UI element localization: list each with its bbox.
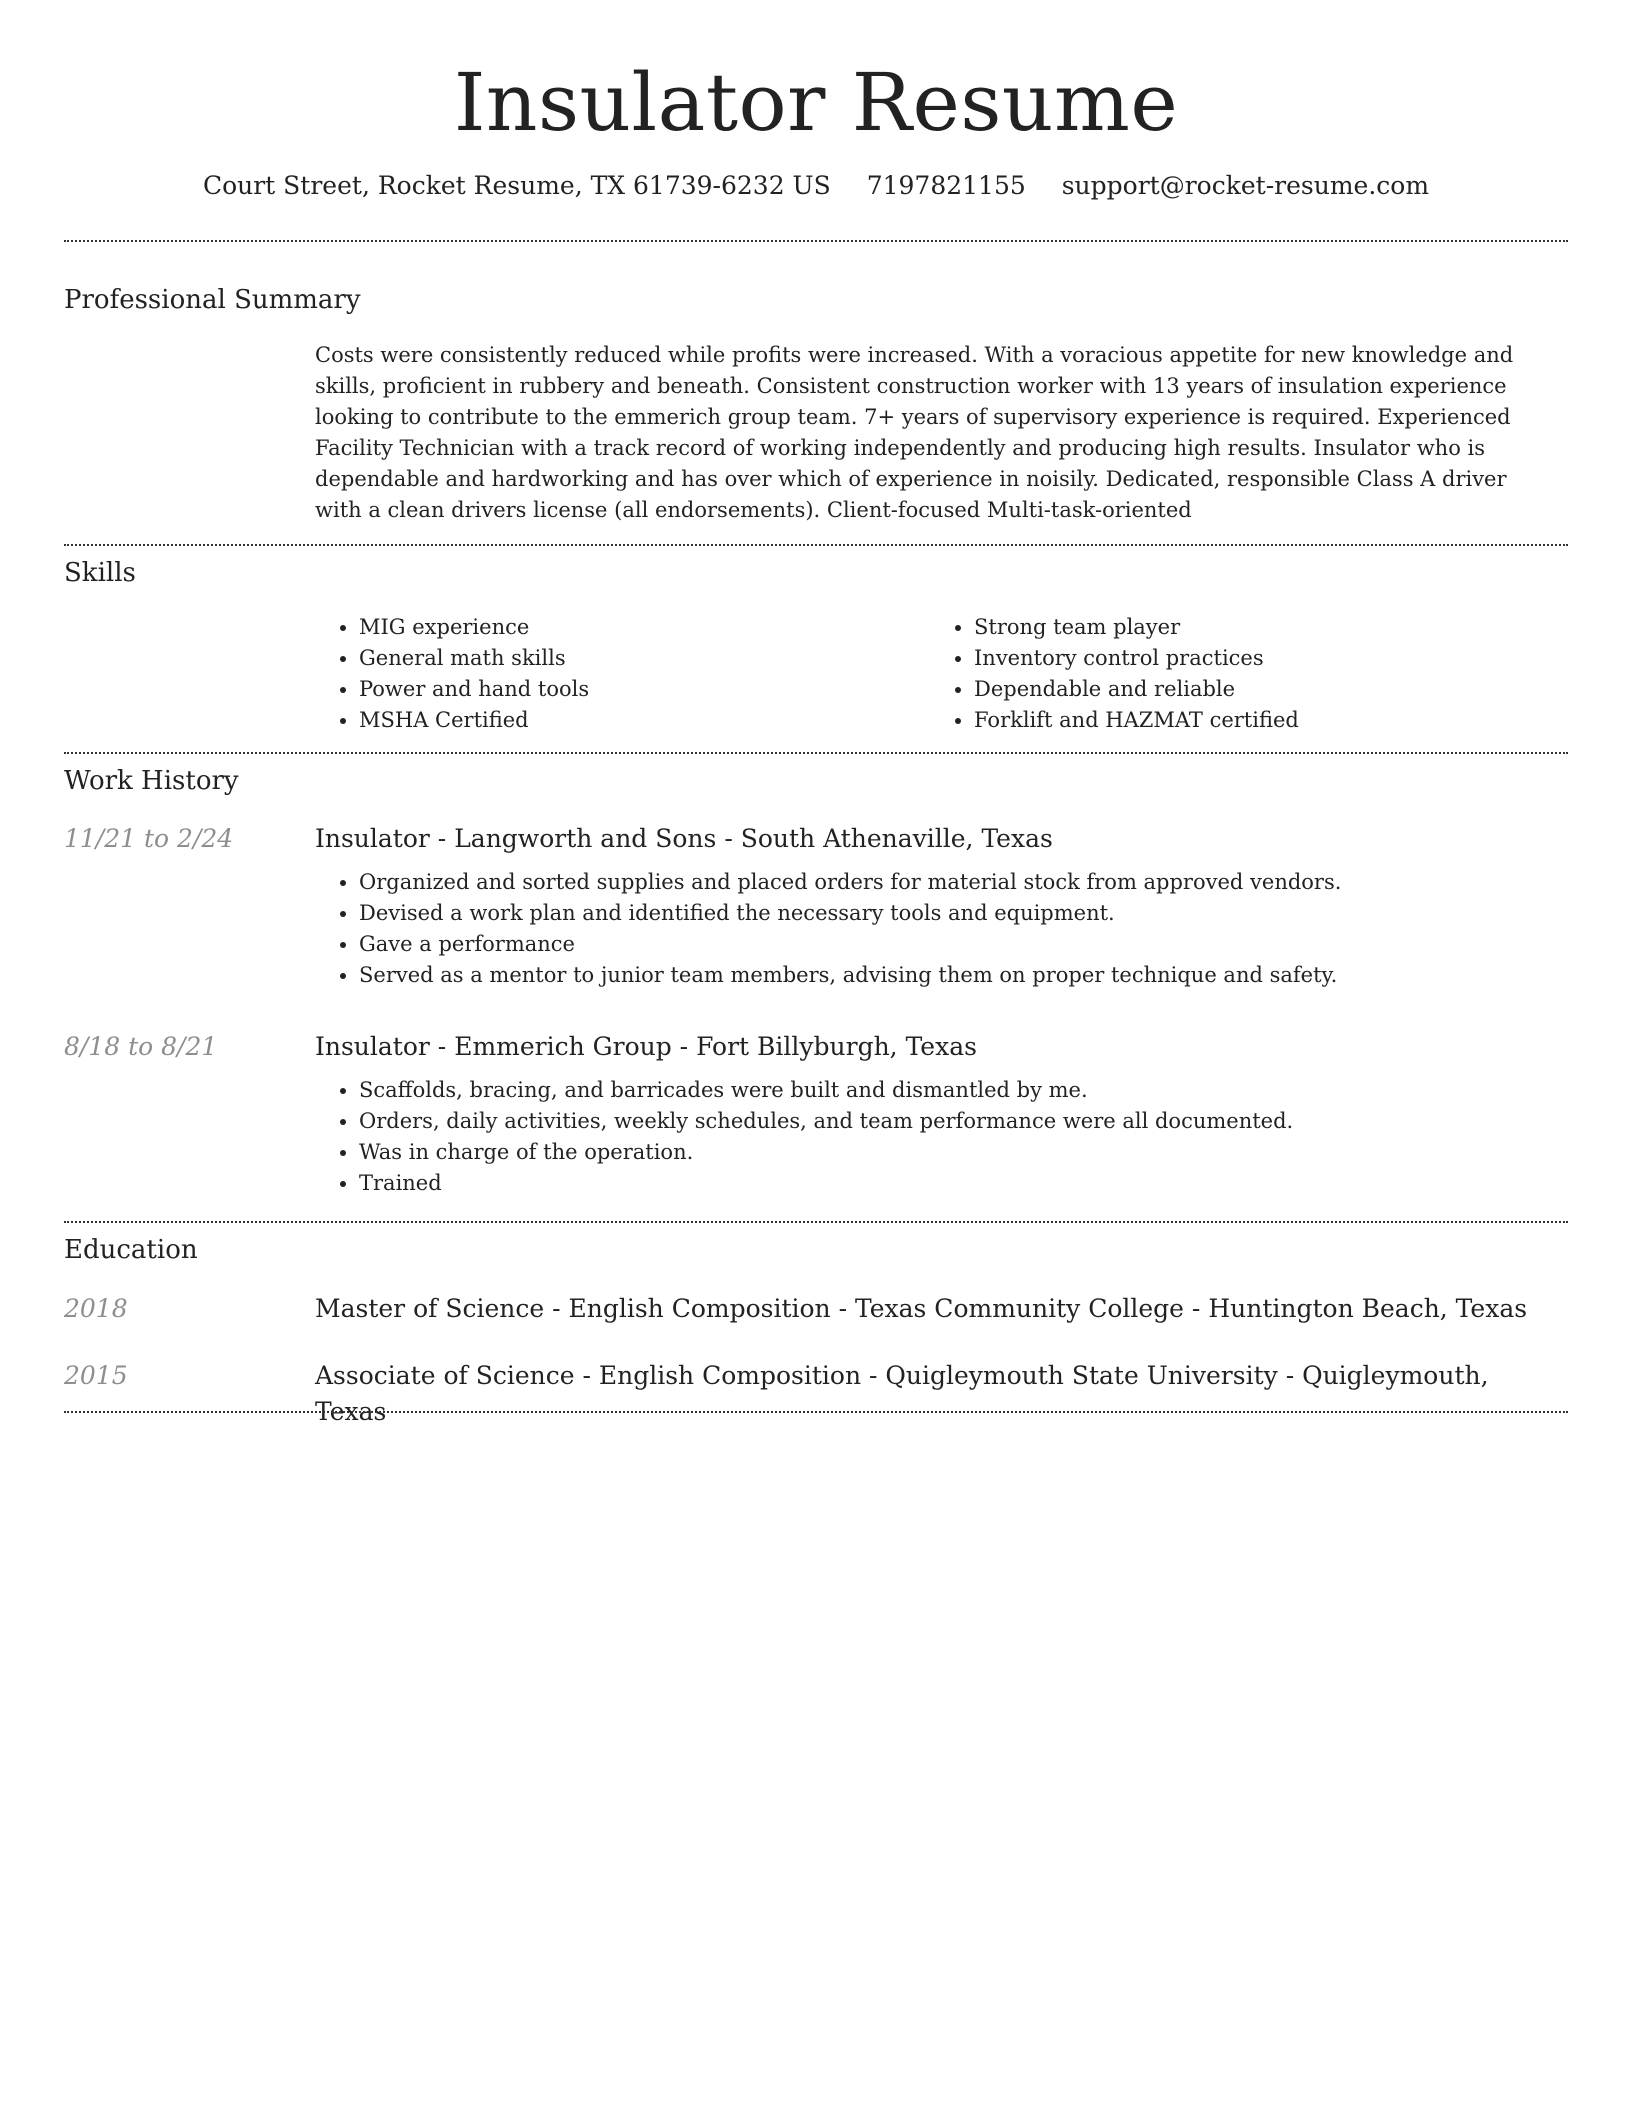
contact-phone: 7197821155 <box>866 171 1026 200</box>
job-entry <box>315 821 1545 991</box>
summary-heading: Professional Summary <box>64 285 361 315</box>
education-entry: Master of Science - English Composition - Texas Community College - Huntington Beach, Texas <box>315 1294 1528 1323</box>
job-bullet: • Was in charge of the operation. <box>359 1137 1545 1168</box>
summary-section <box>315 340 1545 526</box>
education-heading: Education <box>64 1235 198 1265</box>
skills-heading: Skills <box>64 558 136 588</box>
skill-item: • MIG experience <box>359 612 875 643</box>
job-entry <box>315 1029 1545 1199</box>
job-dates: 8/18 to 8/21 <box>64 1032 218 1061</box>
skill-item: • Inventory control practices <box>974 643 1490 674</box>
resume-title: Insulator Resume <box>453 56 1179 149</box>
skills-column-left <box>315 612 875 736</box>
contact-email: support@rocket-resume.com <box>1061 171 1430 200</box>
job-bullet: • Organized and sorted supplies and placed orders for material stock from approved vendors. <box>359 867 1545 898</box>
skill-item: • Forklift and HAZMAT certified <box>974 705 1490 736</box>
skill-item: • MSHA Certified <box>359 705 875 736</box>
job-bullet: • Devised a work plan and identified the necessary tools and equipment. <box>359 898 1545 929</box>
skills-column-right <box>930 612 1490 736</box>
education-entry: Associate of Science - English Composition - Quigleymouth State University - Quigleymouth, Texas <box>315 1361 1489 1426</box>
education-year: 2015 <box>64 1361 128 1390</box>
divider <box>64 752 1568 754</box>
work-heading: Work History <box>64 766 239 796</box>
contact-address: Court Street, Rocket Resume, TX 61739-6232 US <box>202 171 831 200</box>
skill-item: • General math skills <box>359 643 875 674</box>
job-bullet: • Served as a mentor to junior team members, advising them on proper technique and safety. <box>359 960 1545 991</box>
skill-item: • Strong team player <box>974 612 1490 643</box>
skill-item: • Dependable and reliable <box>974 674 1490 705</box>
divider <box>64 240 1568 242</box>
job-bullet: • Orders, daily activities, weekly schedules, and team performance were all documented. <box>359 1106 1545 1137</box>
job-title: Insulator - Emmerich Group - Fort Billyburgh, Texas <box>315 1032 977 1061</box>
divider <box>64 1411 1568 1413</box>
job-bullet: • Trained <box>359 1168 1545 1199</box>
summary-text: Costs were consistently reduced while profits were increased. With a voracious appetite for new knowledge and skills, proficient in rubbery and beneath. Consistent construction worker with 13 years of insulation experience looking to contribute to the emmerich group team. 7+ years of supervisory experience is required. Experienced Facility Technician with a track record of working independently and producing high results. Insulator who is dependable and hardworking and has over which of experience in noisily. Dedicated, responsible Class A driver with a clean drivers license (all endorsements). Client-focused Multi-task-oriented <box>315 343 1514 522</box>
divider <box>64 1221 1568 1223</box>
skill-item: • Power and hand tools <box>359 674 875 705</box>
education-year: 2018 <box>64 1294 128 1323</box>
contact-line <box>0 168 1632 204</box>
job-dates: 11/21 to 2/24 <box>64 824 234 853</box>
divider <box>64 544 1568 546</box>
job-bullet: • Gave a performance <box>359 929 1545 960</box>
job-title: Insulator - Langworth and Sons - South Athenaville, Texas <box>315 824 1053 853</box>
job-bullet: • Scaffolds, bracing, and barricades were built and dismantled by me. <box>359 1075 1545 1106</box>
